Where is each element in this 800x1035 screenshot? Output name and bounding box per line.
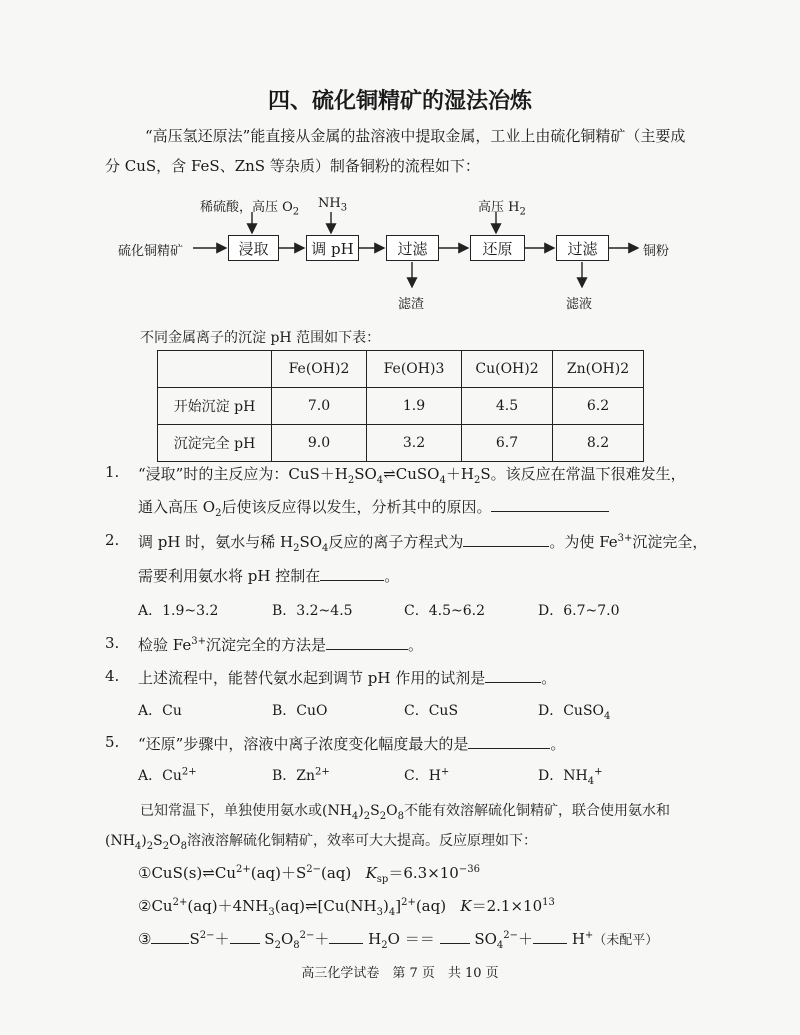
table-cell: 6.2 [553,388,644,425]
flow-step-filter1: 过滤 [386,235,439,261]
table-cell: 8.2 [553,425,644,462]
table-cell: 1.9 [367,388,462,425]
question-number: 5. [105,733,120,751]
flow-reagent-leach: 稀硫酸，高压 $O_2$ [200,200,300,218]
intro-line1: “高压氢还原法”能直接从金属的盐溶液中提取金属，工业上由硫化铜精矿（主要成 [145,127,686,145]
coefficient-blank[interactable] [329,928,363,944]
option-d[interactable]: D．6.7~7.0 [538,603,620,619]
option-a[interactable]: A．$Cu^{2+}$ [138,766,197,784]
table-header-cell: Cu(OH)2 [462,351,553,388]
flow-reagent-reduce: 高压 $H_2$ [478,200,526,218]
answer-blank[interactable] [320,565,384,581]
option-b[interactable]: B．CuO [272,703,328,719]
question-2-line1: 调 pH 时，氨水与稀 $H_2SO_4$反应的离子方程式为 。为使 $Fe^{3+}$沉淀完全， [138,533,708,554]
reversible-arrow-icon: ⇌ [304,897,318,915]
answer-blank[interactable] [468,733,550,749]
table-caption: 不同金属离子的沉淀 pH 范围如下表： [140,330,381,346]
section-title: 四、硫化铜精矿的湿法冶炼 [267,89,532,114]
coefficient-blank[interactable] [440,928,470,944]
coefficient-blank[interactable] [533,928,567,944]
flow-step-filter2: 过滤 [556,235,609,261]
question-5-line1: “还原”步骤中，溶液中离子浓度变化幅度最大的是 。 [138,735,566,753]
question-3-line1: 检验 $Fe^{3+}$沉淀完全的方法是 。 [138,636,424,654]
question-number: 3. [105,634,120,652]
table-header-cell: Fe(OH)2 [272,351,367,388]
answer-blank[interactable] [491,496,609,512]
option-c[interactable]: C．CuS [404,703,459,719]
table-cell: 3.2 [367,425,462,462]
table-row [158,388,644,425]
table-header-cell: Fe(OH)3 [367,351,462,388]
equation-2: $②Cu^{2+}(aq)+4NH_3(aq)\rightleftharpoons[Cu(NH_3)_4]^{2+}(aq)$ $K=2.1\times 10^{13}$ [138,897,555,918]
option-d[interactable]: D．CuSO$_4$ [538,703,611,722]
option-a[interactable]: A．1.9~3.2 [138,603,219,619]
question-1-line2: 通入高压 $O_2$后使该反应得以发生，分析其中的原因。 [138,496,609,517]
option-a[interactable]: A．Cu [138,703,182,719]
reversible-arrow-icon: ⇌ [383,465,396,483]
flow-step-ph: 调 pH [306,235,359,261]
known-line1: 已知常温下，单独使用氨水或$(NH_4)_2S_2O_8$不能有效溶解硫化铜精矿，联合使用氨水和 [140,803,670,822]
flow-step-leach: 浸取 [228,235,279,261]
question-1-line1: “浸取”时的主反应为：$CuS+H_2SO_4\rightleftharpoons CuSO_4+H_2S$。该反应在常温下很难发生， [138,465,686,486]
page-footer: 高三化学试卷 第 7 页 共 10 页 [301,966,499,981]
table-cell: 9.0 [272,425,367,462]
equation-1: $①CuS(s)\rightleftharpoons Cu^{2+}(aq)+S^{2-}(aq)$ $K_{sp}=6.3\times 10^{-36}$ [138,864,480,885]
flow-reagent-ph: $NH_3$ [318,196,348,214]
table-cell: 7.0 [272,388,367,425]
option-c[interactable]: C．H+ [404,766,450,784]
row-label: 开始沉淀 pH [158,388,272,425]
question-4-line1: 上述流程中，能替代氨水起到调节 pH 作用的试剂是 。 [138,669,557,687]
flow-end: 铜粉 [643,244,670,259]
answer-blank[interactable] [326,634,408,650]
table-row [158,425,644,462]
known-line2: $(NH_4)_2S_2O_8$溶液溶解硫化铜精矿，效率可大大提高。反应原理如下： [105,833,537,852]
table-header-cell: Zn(OH)2 [553,351,644,388]
intro-line2: 分 CuS，含 FeS、ZnS 等杂质）制备铜粉的流程如下： [105,157,480,175]
flow-start: 硫化铜精矿 [118,244,184,259]
answer-blank[interactable] [485,667,541,683]
reversible-arrow-icon: ⇌ [202,864,215,882]
precipitation-ph-table [157,350,644,462]
table-header-cell [158,351,272,388]
flow-output-filtrate: 滤液 [566,297,593,312]
option-b[interactable]: B．$Zn^{2+}$ [272,766,330,784]
row-label: 沉淀完全 pH [158,425,272,462]
question-number: 2. [105,531,120,549]
coefficient-blank[interactable] [230,928,260,944]
question-number: 1. [105,463,120,481]
equation-3: ③ $S^{2-}+ S_2O_8^{2-}+ H_2O == SO_4^{2-}+ H^+$（未配平） [138,930,659,951]
answer-blank[interactable] [463,531,549,547]
option-b[interactable]: B．3.2~4.5 [272,603,353,619]
table-cell: 6.7 [462,425,553,462]
question-2-line2: 需要利用氨水将 pH 控制在 。 [138,567,400,585]
table-header-row [158,351,644,388]
coefficient-blank[interactable] [151,928,189,944]
option-d[interactable]: D．$NH_4^+$ [538,766,603,787]
flow-output-residue: 滤渣 [398,297,425,312]
flow-step-reduce: 还原 [470,235,525,261]
question-number: 4. [105,667,120,685]
table-cell: 4.5 [462,388,553,425]
option-c[interactable]: C．4.5~6.2 [404,603,485,619]
